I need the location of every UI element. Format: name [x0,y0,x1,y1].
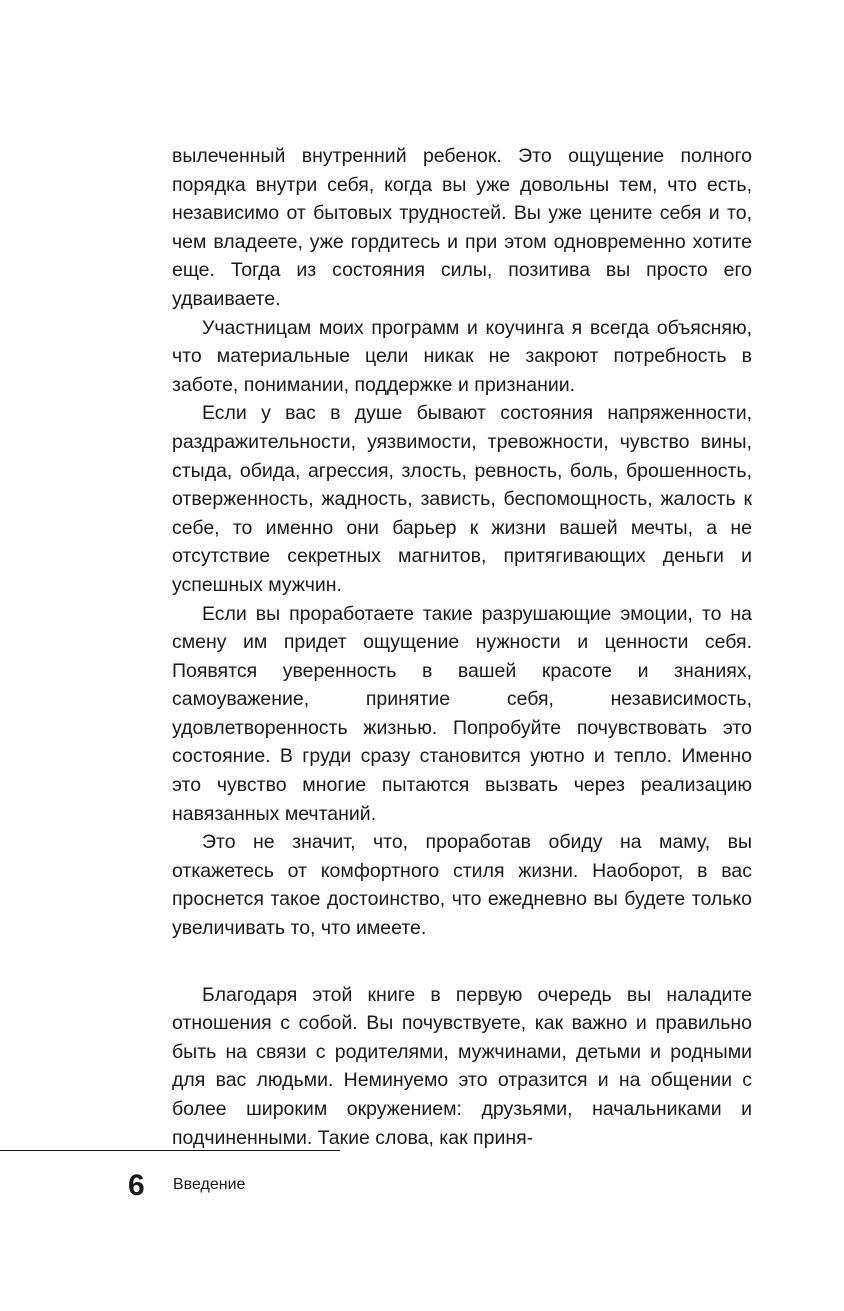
paragraph-1: вылеченный внутренний ребенок. Это ощущение полного порядка внутри себя, когда вы уже довольны тем, что есть, независимо от бытовых трудностей. Вы уже цените себя и то, чем владеете, уже гордитесь и при этом одновременно хотите еще. Тогда из состояния силы, позитива вы просто его удваиваете. [172,145,752,310]
page-number: 6 [128,1169,145,1202]
paragraph-2: Участницам моих программ и коучинга я всегда объясняю, что материальные цели никак не закроют потребность в заботе, понимании, поддержке и признании. [172,316,752,396]
body-text [172,142,752,1152]
paragraph-3: Если у вас в душе бывают состояния напряженности, раздражительности, уязвимости, тревожности, чувство вины, стыда, обида, агрессия, злость, ревность, боль, брошенность, отверженность, жадность, зависть, беспомощность, жалость к себе, то именно они барьер к жизни вашей мечты, а не отсутствие секретных магнитов, притягивающих деньги и успешных мужчин. [172,402,752,596]
paragraph-4: Если вы проработаете такие разрушающие эмоции, то на смену им придет ощущение нужности и ценности себя. Появятся уверенность в вашей красоте и знаниях, самоуважение, принятие себя, независимость, удовлетворенность жизнью. Попробуйте почувствовать это состояние. В груди сразу становится уютно и тепло. Именно это чувство многие пытаются вызвать через реализацию навязанных мечтаний. [172,602,752,825]
paragraph-5: Это не значит, что, проработав обиду на маму, вы откажетесь от комфортного стиля жизни. Наоборот, в вас проснется такое достоинство, что ежедневно вы будете только увеличивать то, что имеете. [172,831,752,940]
running-title: Введение [173,1176,246,1193]
paragraph-6: Благодаря этой книге в первую очередь вы наладите отношения с собой. Вы почувствуете, как важно и правильно быть на связи с родителями, мужчинами, детьми и родными для вас людьми. Неминуемо это отразится и на общении с более широким окружением: друзьями, начальниками и подчиненными. Такие слова, как приня- [172,983,752,1149]
footer-rule [0,1150,340,1151]
section-break [172,943,752,981]
